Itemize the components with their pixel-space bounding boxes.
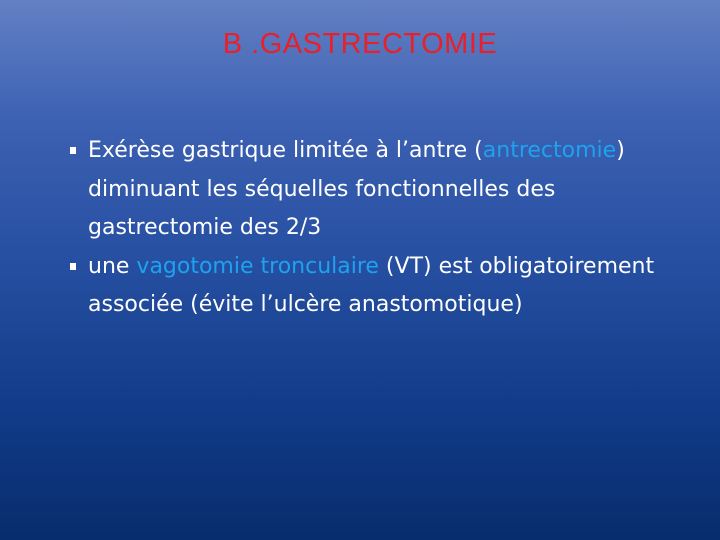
- bullet-item-antrectomie: [70, 132, 670, 248]
- slide-title: B .GASTRECTOMIE: [222, 28, 498, 60]
- bullet-text-end: ) diminuant les séquelles fonctionnelles des gastrectomie des 2/3: [88, 138, 625, 240]
- square-bullet-icon: [70, 147, 76, 154]
- highlight-term-antrectomie: antrectomie: [482, 138, 617, 163]
- highlight-term-vagotomie-tronculaire: vagotomie tronculaire: [136, 253, 379, 279]
- bullet-text-end: (VT) est obligatoirement associée (évite l’ulcère anastomotique): [88, 253, 655, 317]
- square-bullet-icon: [70, 263, 76, 270]
- bullet-text-start: Exérèse gastrique limitée à l’antre (: [88, 138, 483, 163]
- bullet-list: [70, 132, 670, 325]
- bullet-item-vagotomie: [70, 248, 670, 325]
- bullet-text-start: une: [88, 253, 137, 279]
